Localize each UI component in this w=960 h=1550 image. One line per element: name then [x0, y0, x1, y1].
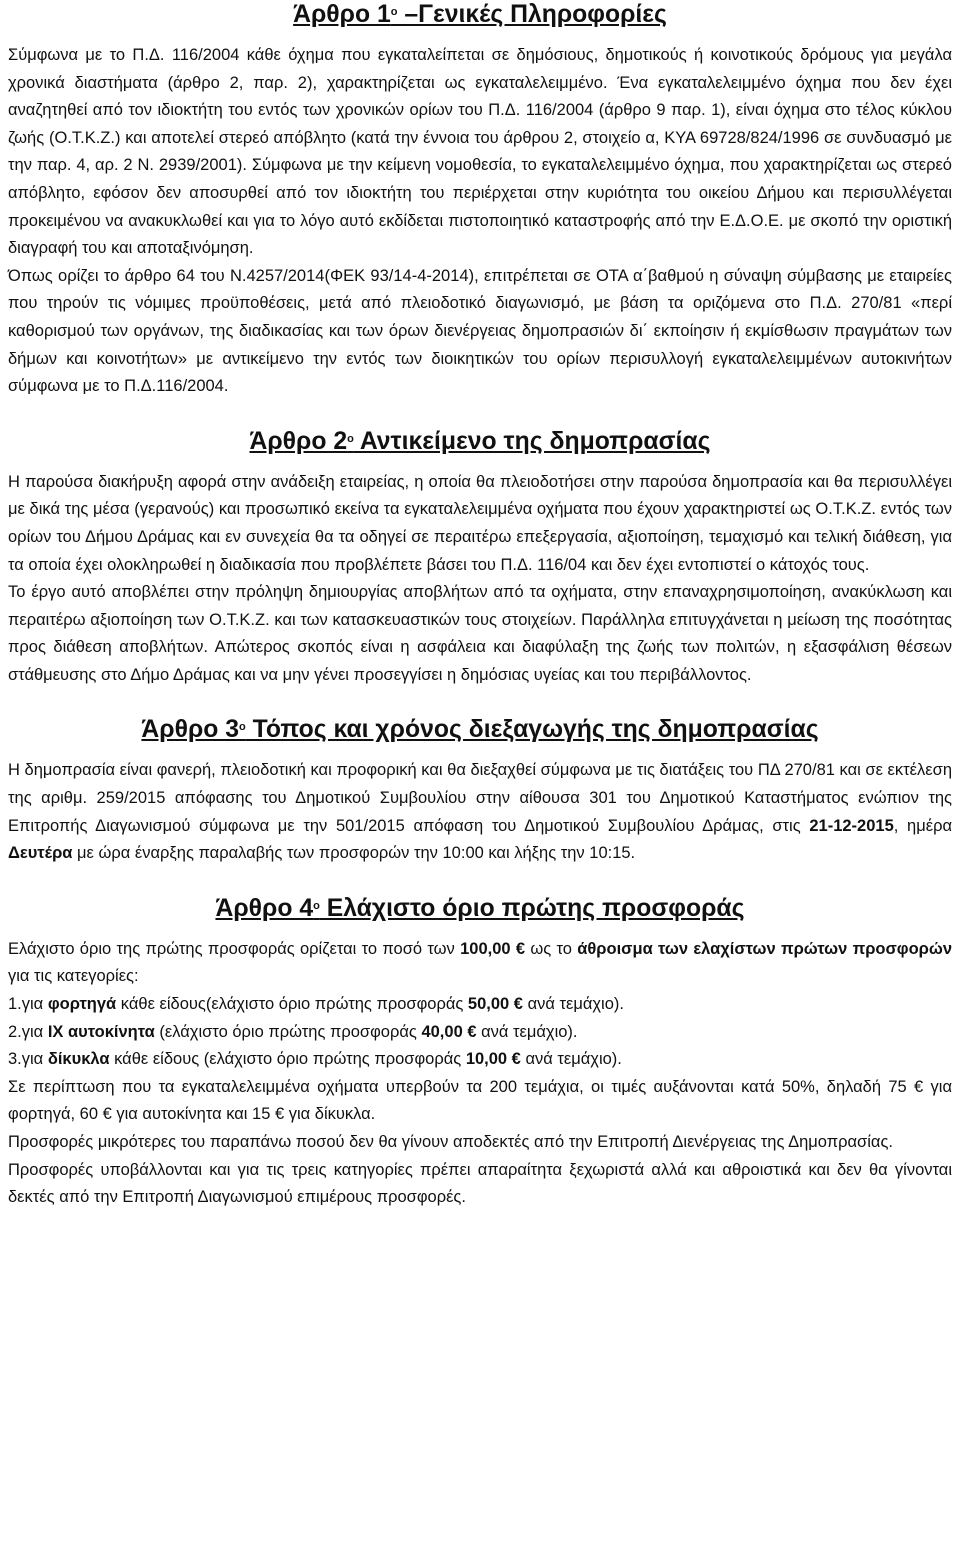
item-prefix: 1.για — [8, 995, 48, 1014]
text-run: ως το — [525, 939, 578, 958]
heading-ordinal: ο — [347, 432, 354, 445]
text-run-bold: άθροισμα των ελαχίστων πρώτων προσφορών — [577, 939, 953, 958]
auction-date: 21-12-2015 — [809, 816, 894, 835]
text-run: , ημέρα — [893, 816, 952, 835]
item-category: ΙΧ αυτοκίνητα — [47, 1022, 155, 1041]
text-run: Ελάχιστο όριο της πρώτης προσφοράς ορίζεται το ποσό των — [8, 939, 461, 958]
item-suffix: ανά τεμάχιο). — [520, 1050, 622, 1069]
heading-ordinal: ο — [390, 6, 398, 18]
article-4-paragraph-1: Σε περίπτωση που τα εγκαταλελειμμένα οχήματα υπερβούν τα 200 τεμάχια, οι τιμές αυξάνονται κατά 50%, δηλαδή 75 € για φορτηγά, 60 € για αυτοκίνητα και 15 € για δίκυκλα. — [8, 1077, 952, 1124]
article-1-paragraph-2: Όπως ορίζει το άρθρο 64 του Ν.4257/2014(ΦΕΚ 93/14-4-2014), επιτρέπεται σε ΟΤΑ α΄βαθμού η σύναψη σύμβασης με εταιρείες που τηρούν τις νόμιμες προϋποθέσεις, μετά από πλειοδοτικό διαγωνισμό, με βάση τα οριζόμενα στο Π.Δ. 270/81 «περί καθορισμού των οργάνων, της διαδικασίας και των όρων διενέργειας δημοπρασιών δι΄ εκποίησιν ή εκμίσθωσιν πραγμάτων των δήμων και κοινοτήτων» με αντικείμενο την εντός των διοικητικών του ορίων περισυλλογή εγκαταλελειμμένων αυτοκινήτων σύμφωνα με το Π.Δ.116/2004. — [8, 266, 952, 396]
minimum-total-amount: 100,00 € — [460, 939, 526, 958]
article-4-paragraph-2: Προσφορές μικρότερες του παραπάνω ποσού δεν θα γίνουν αποδεκτές από την Επιτροπή Διενέργειας της Δημοπρασίας. — [8, 1133, 893, 1151]
text-run: με ώρα έναρξης παραλαβής των προσφορών την 10:00 και λήξης την 10:15. — [72, 844, 636, 863]
article-4-heading — [8, 896, 952, 922]
category-item-2 — [8, 1019, 952, 1047]
item-amount: 50,00 € — [467, 995, 523, 1014]
article-3-heading — [8, 717, 952, 743]
article-3-paragraph — [8, 757, 952, 867]
heading-ordinal: ο — [313, 899, 320, 912]
auction-day: Δευτέρα — [8, 844, 73, 863]
heading-text: Άρθρο 4 — [215, 894, 314, 922]
item-suffix: ανά τεμάχιο). — [476, 1022, 578, 1041]
item-suffix: ανά τεμάχιο). — [522, 995, 624, 1014]
heading-title: Ελάχιστο όριο πρώτης προσφοράς — [319, 894, 745, 922]
text-run: Η δημοπρασία είναι φανερή, πλειοδοτική και προφορική και θα διεξαχθεί σύμφωνα με τις διατάξεις του ΠΔ 270/81 και σε εκτέλεση της αριθμ. 259/2015 απόφασης του Δημοτικού Συμβουλίου στην αίθουσα 301 του Δημοτικού Καταστήματος ενώπιον της Επιτροπής Διαγωνισμού σύμφωνα με την 501/2015 απόφαση του Δημοτικού Συμβουλίου Δράμας, στις — [8, 761, 952, 835]
category-item-1 — [8, 991, 952, 1019]
article-2-heading — [8, 429, 952, 455]
item-amount: 10,00 € — [465, 1050, 521, 1069]
item-text: (ελάχιστο όριο πρώτης προσφοράς — [154, 1022, 422, 1041]
article-2-paragraph-2: Το έργο αυτό αποβλέπει στην πρόληψη δημιουργίας αποβλήτων από τα οχήματα, στην επαναχρησιμοποίηση, ανακύκλωση και περαιτέρω αξιοποίηση των Ο.Τ.Κ.Ζ. και των κατασκευαστικών τους στοιχείων. Παράλληλα επιτυγχάνεται η μείωση της ποσότητας προς διάθεση αποβλήτων. Απώτερος σκοπός είναι η ασφάλεια και διαφύλαξη της ζωής των πολιτών, η εξασφάλιση θέσεων στάθμευσης στο Δήμο Δράμας και να μην γένει προσεγγίσει η δημόσιας υγείας και του περιβάλλοντος. — [8, 583, 952, 684]
heading-title: Τόπος και χρόνος διεξαγωγής της δημοπρασίας — [245, 716, 819, 744]
item-prefix: 2.για — [8, 1022, 48, 1041]
item-category: δίκυκλα — [47, 1050, 110, 1069]
item-text: κάθε είδους(ελάχιστο όριο πρώτης προσφοράς — [116, 995, 468, 1014]
item-prefix: 3.για — [8, 1050, 48, 1069]
heading-ordinal: ο — [239, 721, 246, 734]
item-text: κάθε είδους (ελάχιστο όριο πρώτης προσφοράς — [109, 1050, 466, 1069]
article-2-paragraph-1: Η παρούσα διακήρυξη αφορά στην ανάδειξη εταιρείας, η οποία θα πλειοδοτήσει στην παρούσα δημοπρασία και θα περισυλλέγει με δικά της μέσα (γερανούς) και προσωπικό εκείνα τα εγκαταλελειμμένα οχήματα που έχουν χαρακτηριστεί ως Ο.Τ.Κ.Ζ. εντός των ορίων του Δήμου Δράμας και εν συνεχεία θα τα οδηγεί σε περαιτέρω επεξεργασία, αξιοποίηση, τεμαχισμό και τελική διάθεση, για τα οποία έχει ολοκληρωθεί η διαδικασία που προβλέπετε βάσει του Π.Δ. 116/04 και δεν έχει εντοπιστεί ο κάτοχός τους. — [8, 472, 952, 574]
article-1-paragraph-1: Σύμφωνα με το Π.Δ. 116/2004 κάθε όχημα που εγκαταλείπεται σε δημόσιους, δημοτικούς ή κοινοτικούς δρόμους για μεγάλα χρονικά διαστήματα (άρθρο 2, παρ. 2), χαρακτηρίζεται ως εγκαταλελειμμένο. Ένα εγκαταλελειμμένο όχημα που δεν έχει αναζητηθεί από τον ιδιοκτήτη του εντός των χρονικών ορίων του Π.Δ. 116/2004 (άρθρο 9 παρ. 1), είναι όχημα στο τέλος κύκλου ζωής (Ο.Τ.Κ.Ζ.) και αποτελεί στερεό απόβλητο (κατά την έννοια του άρθρου 2, στοιχείο α, ΚΥΑ 69728/824/1996 σε συνδυασμό με την παρ. 4, αρ. 2 Ν. 2939/2001). Σύμφωνα με την κείμενη νομοθεσία, το εγκαταλελειμμένο όχημα, που χαρακτηρίζεται ως στερεό απόβλητο, εφόσον δεν αποσυρθεί από τον ιδιοκτήτη του περιέρχεται στην κυριότητα του οικείου Δήμου και περισυλλέγεται προκειμένου να ανακυκλωθεί και για το λόγο αυτό εκδίδεται πιστοποιητικό καταστροφής από την Ε.Δ.Ο.Ε. με σκοπό την οριστική διαγραφή του και αποταξινόμηση. — [8, 46, 952, 258]
article-4-intro — [8, 936, 952, 991]
heading-text: Άρθρο 3 — [141, 716, 240, 744]
text-run: για τις κατεγορίες: — [8, 967, 139, 986]
heading-title: Αντικείμενο της δημοπρασίας — [353, 427, 711, 455]
item-amount: 40,00 € — [421, 1022, 477, 1041]
article-1-heading — [8, 2, 952, 28]
heading-text: Άρθρο 2 — [249, 427, 348, 455]
heading-text: Άρθρο 1 — [293, 1, 391, 28]
article-4-paragraph-3: Προσφορές υποβάλλονται και για τις τρεις κατηγορίες πρέπει απαραίτητα ξεχωριστά αλλά και αθροιστικά και δεν θα γίνονται δεκτές από την Επιτροπή Διαγωνισμού επιμέρους προσφορές. — [8, 1160, 952, 1207]
heading-title: –Γενικές Πληροφορίες — [397, 1, 667, 28]
category-item-3 — [8, 1046, 952, 1074]
item-category: φορτηγά — [47, 995, 117, 1014]
